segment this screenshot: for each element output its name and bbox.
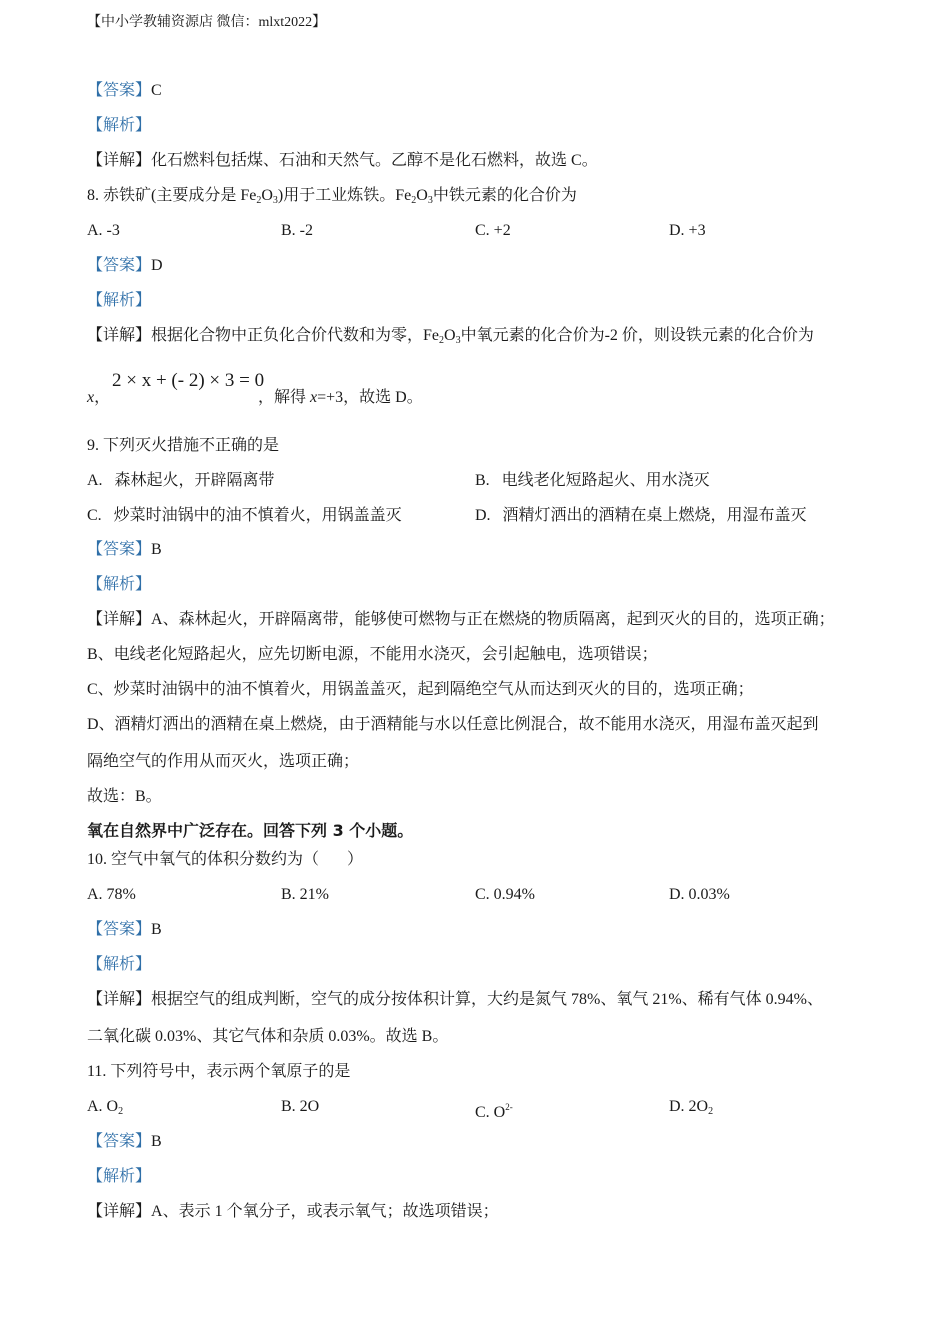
answer-value: B bbox=[151, 541, 162, 558]
stem-part: O bbox=[416, 187, 428, 204]
q9-detail-3: C、炒菜时油锅中的油不慎着火，用锅盖盖灭，起到隔绝空气从而达到灭火的目的，选项正确； bbox=[87, 681, 754, 698]
option-text: A. O bbox=[87, 1098, 119, 1115]
q9-option-a: A. 森林起火，开辟隔离带 bbox=[87, 472, 275, 489]
q10-option-d: D. 0.03% bbox=[669, 886, 730, 903]
q11-option-d bbox=[669, 1097, 713, 1122]
answer-label: 【答案】 bbox=[87, 921, 152, 938]
answer-label: 【答案】 bbox=[87, 257, 152, 274]
q7-detail bbox=[87, 151, 598, 171]
q9-option-b: B. 电线老化短路起火、用水浇灭 bbox=[475, 472, 710, 489]
detail-label: 【详解】 bbox=[87, 327, 152, 344]
q8-option-a: A. -3 bbox=[87, 222, 120, 239]
detail-label: 【详解】 bbox=[87, 611, 152, 628]
q9-detail-2: B、电线老化短路起火，应先切断电源，不能用水浇灭，会引起触电，选项错误； bbox=[87, 646, 658, 663]
q9-answer bbox=[87, 540, 162, 560]
subscript: 2 bbox=[118, 1106, 124, 1117]
q11-option-c bbox=[475, 1097, 513, 1123]
q7-analysis-label: 【解析】 bbox=[87, 117, 152, 134]
answer-label: 【答案】 bbox=[87, 1133, 152, 1150]
q8-detail-var bbox=[87, 388, 110, 408]
q8-option-c: C. +2 bbox=[475, 222, 511, 239]
q8-stem bbox=[87, 186, 577, 211]
q10-stem: 10. 空气中氧气的体积分数约为（ ） bbox=[87, 851, 364, 868]
q9-detail-4: D、酒精灯洒出的酒精在桌上燃烧，由于酒精能与水以任意比例混合，故不能用水浇灭，用湿布盖灭起到 bbox=[87, 716, 819, 733]
q9-stem: 9. 下列灭火措施不正确的是 bbox=[87, 437, 280, 454]
detail-part: 根据化合物中正负化合价代数和为零，Fe bbox=[151, 327, 440, 344]
q10-detail-2: 二氧化碳 0.03%、其它气体和杂质 0.03%。故选 B。 bbox=[87, 1028, 449, 1045]
q8-detail bbox=[87, 326, 814, 351]
q11-detail-1 bbox=[87, 1202, 499, 1222]
q10-option-a: A. 78% bbox=[87, 886, 136, 903]
q10-detail-1 bbox=[87, 990, 823, 1010]
q9-option-d: D. 酒精灯洒出的酒精在桌上燃烧，用湿布盖灭 bbox=[475, 507, 807, 524]
subscript: 3 bbox=[427, 195, 433, 206]
q9-option-c: C. 炒菜时油锅中的油不慎着火，用锅盖盖灭 bbox=[87, 507, 402, 524]
answer-value: B bbox=[151, 921, 162, 938]
variable-x: x bbox=[310, 389, 318, 406]
detail-part: O bbox=[444, 327, 456, 344]
subscript: 3 bbox=[272, 195, 278, 206]
detail-text: 根据空气的组成判断，空气的成分按体积计算，大约是氮气 78%、氧气 21%、稀有气体 0.94%、 bbox=[151, 991, 824, 1008]
stem-part: 中铁元素的化合价为 bbox=[432, 187, 577, 204]
option-text: C. O bbox=[475, 1104, 506, 1121]
q8-detail-end bbox=[258, 388, 423, 408]
answer-value: C bbox=[151, 82, 162, 99]
section-title: 氧在自然界中广泛存在。回答下列 3 个小题。 bbox=[87, 821, 414, 840]
q11-option-a bbox=[87, 1097, 123, 1122]
detail-text: 化石燃料包括煤、石油和天然气。乙醇不是化石燃料，故选 C。 bbox=[151, 152, 598, 169]
q8-option-b: B. -2 bbox=[281, 222, 313, 239]
answer-label: 【答案】 bbox=[87, 82, 152, 99]
q10-option-b: B. 21% bbox=[281, 886, 329, 903]
q9-detail-5: 隔绝空气的作用从而灭火，选项正确； bbox=[87, 753, 360, 770]
option-text: D. 2O bbox=[669, 1098, 709, 1115]
q8-analysis-label: 【解析】 bbox=[87, 292, 152, 309]
q7-answer bbox=[87, 81, 162, 101]
superscript: 2- bbox=[505, 1102, 513, 1112]
stem-part: O bbox=[261, 187, 273, 204]
detail-label: 【详解】 bbox=[87, 1203, 152, 1220]
q8-option-d: D. +3 bbox=[669, 222, 706, 239]
q10-option-c: C. 0.94% bbox=[475, 886, 535, 903]
q10-analysis-label: 【解析】 bbox=[87, 956, 152, 973]
q8-answer bbox=[87, 256, 163, 276]
q11-option-b: B. 2O bbox=[281, 1098, 320, 1115]
variable-x: x bbox=[87, 389, 95, 406]
q9-analysis-label: 【解析】 bbox=[87, 576, 152, 593]
stem-part: 8. 赤铁矿(主要成分是 Fe bbox=[87, 187, 257, 204]
detail-part: =+3，故选 D。 bbox=[317, 389, 423, 406]
subscript: 2 bbox=[439, 335, 445, 346]
subscript: 2 bbox=[708, 1106, 714, 1117]
detail-label: 【详解】 bbox=[87, 991, 152, 1008]
answer-value: D bbox=[151, 257, 163, 274]
answer-label: 【答案】 bbox=[87, 541, 152, 558]
q11-stem: 11. 下列符号中，表示两个氧原子的是 bbox=[87, 1063, 351, 1080]
detail-label: 【详解】 bbox=[87, 152, 152, 169]
detail-part: 中氧元素的化合价为-2 价，则设铁元素的化合价为 bbox=[460, 327, 814, 344]
detail-text: A、表示 1 个氧分子，或表示氧气；故选项错误； bbox=[151, 1203, 499, 1220]
subscript: 2 bbox=[411, 195, 417, 206]
subscript: 3 bbox=[455, 335, 461, 346]
q9-conclusion: 故选：B。 bbox=[87, 788, 162, 805]
q10-answer bbox=[87, 920, 162, 940]
page-header: 【中小学教辅资源店 微信：mlxt2022】 bbox=[87, 15, 327, 30]
answer-value: B bbox=[151, 1133, 162, 1150]
q9-detail-1 bbox=[87, 610, 835, 630]
stem-part: )用于工业炼铁。Fe bbox=[277, 187, 412, 204]
detail-text: A、森林起火，开辟隔离带，能够使可燃物与正在燃烧的物质隔离，起到灭火的目的，选项正确； bbox=[151, 611, 835, 628]
comma: ， bbox=[94, 389, 111, 406]
q11-answer bbox=[87, 1132, 162, 1152]
q8-equation: 2 × x + (- 2) × 3 = 0 bbox=[112, 370, 265, 391]
q11-analysis-label: 【解析】 bbox=[87, 1168, 152, 1185]
subscript: 2 bbox=[256, 195, 262, 206]
detail-part: ，解得 bbox=[258, 389, 311, 406]
